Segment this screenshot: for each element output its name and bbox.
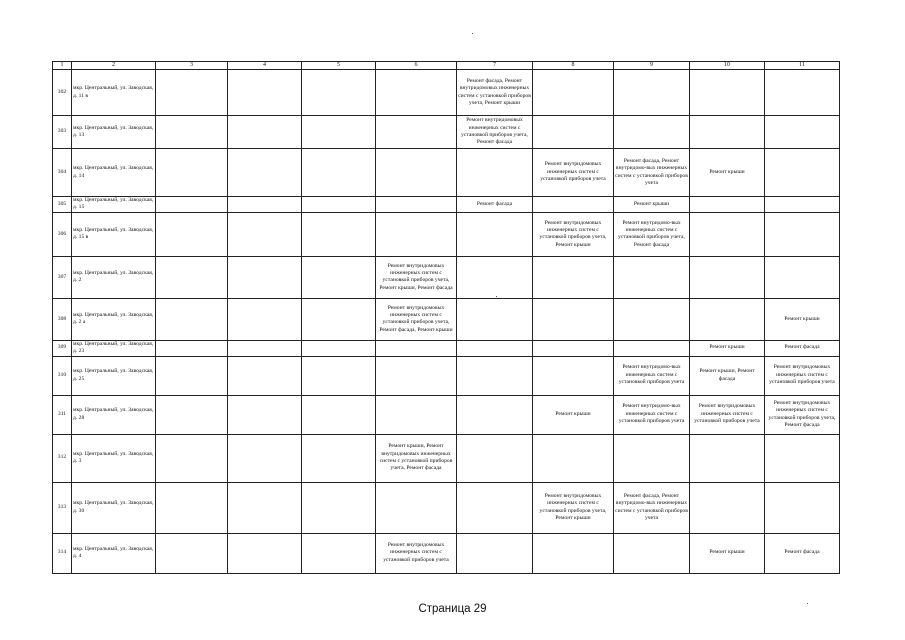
work-cell — [156, 356, 228, 395]
work-cell: Ремонт внутридомо-вых инженерных систем с установкой приборов учета, Ремонт фасада — [614, 212, 690, 256]
table-row — [53, 197, 840, 213]
work-cell: Ремонт внутридомовых инженерных систем с установкой приборов учета — [376, 533, 457, 573]
work-cell — [457, 395, 533, 434]
work-cell — [302, 197, 376, 213]
work-cell: Ремонт фасада — [765, 533, 840, 573]
work-cell — [765, 434, 840, 482]
row-number: 312 — [53, 434, 72, 482]
work-cell: Ремонт крыши — [533, 395, 614, 434]
address-cell: мкр. Центральный, ул. Заводская, д. 25 — [72, 356, 156, 395]
work-cell — [614, 70, 690, 116]
row-number: 314 — [53, 533, 72, 573]
work-cell — [156, 395, 228, 434]
work-cell — [765, 212, 840, 256]
work-cell — [302, 116, 376, 149]
column-number: 4 — [228, 62, 302, 70]
work-cell — [228, 434, 302, 482]
work-cell — [457, 482, 533, 533]
work-cell — [690, 70, 765, 116]
work-cell: Ремонт внутридомовых инженерных систем с установкой приборов учета, Ремонт крыши, Ремонт фасада — [376, 256, 457, 298]
work-cell — [690, 197, 765, 213]
work-cell — [156, 340, 228, 356]
work-cell — [376, 340, 457, 356]
address-cell: мкр. Центральный, ул. Заводская, д. 14 — [72, 149, 156, 197]
scan-speck — [496, 296, 497, 297]
work-cell — [765, 256, 840, 298]
scan-speck — [472, 33, 473, 34]
column-number: 10 — [690, 62, 765, 70]
work-cell — [376, 356, 457, 395]
table-row — [53, 298, 840, 340]
work-cell — [156, 256, 228, 298]
address-cell: мкр. Центральный, ул. Заводская, д. 23 — [72, 340, 156, 356]
address-cell: мкр. Центральный, ул. Заводская, д. 3 — [72, 434, 156, 482]
address-cell: мкр. Центральный, ул. Заводская, д. 11 в — [72, 70, 156, 116]
work-cell — [302, 340, 376, 356]
work-cell — [228, 298, 302, 340]
work-cell — [690, 212, 765, 256]
work-cell — [156, 197, 228, 213]
work-cell — [302, 70, 376, 116]
table-row — [53, 340, 840, 356]
column-number: 8 — [533, 62, 614, 70]
table-row — [53, 256, 840, 298]
work-cell — [302, 482, 376, 533]
work-cell — [533, 340, 614, 356]
work-cell — [302, 256, 376, 298]
row-number: 311 — [53, 395, 72, 434]
table-row — [53, 149, 840, 197]
work-cell — [376, 395, 457, 434]
work-cell — [457, 340, 533, 356]
work-cell: Ремонт крыши, Ремонт фасада — [690, 356, 765, 395]
scan-speck — [807, 603, 808, 604]
work-cell — [765, 116, 840, 149]
work-cell — [533, 70, 614, 116]
work-cell — [533, 434, 614, 482]
work-cell — [690, 298, 765, 340]
work-cell — [533, 116, 614, 149]
work-cell: Ремонт крыши — [690, 340, 765, 356]
address-cell: мкр. Центральный, ул. Заводская, д. 4 — [72, 533, 156, 573]
work-cell: Ремонт внутридомо-вых инженерных систем с установкой приборов учета — [614, 395, 690, 434]
work-cell — [376, 149, 457, 197]
table-row — [53, 434, 840, 482]
work-cell — [457, 356, 533, 395]
column-number: 1 — [53, 62, 72, 70]
row-number: 307 — [53, 256, 72, 298]
work-cell — [765, 149, 840, 197]
table-row — [53, 533, 840, 573]
row-number: 302 — [53, 70, 72, 116]
work-cell — [614, 340, 690, 356]
work-cell — [457, 256, 533, 298]
work-cell — [690, 116, 765, 149]
work-cell — [228, 197, 302, 213]
address-cell: мкр. Центральный, ул. Заводская, д. 2 — [72, 256, 156, 298]
work-cell — [376, 212, 457, 256]
address-cell: мкр. Центральный, ул. Заводская, д. 2 а — [72, 298, 156, 340]
work-cell — [156, 70, 228, 116]
row-number: 310 — [53, 356, 72, 395]
work-cell — [614, 533, 690, 573]
row-number: 313 — [53, 482, 72, 533]
work-cell: Ремонт внутридомовых инженерных систем с установкой приборов учета — [765, 356, 840, 395]
work-cell — [376, 70, 457, 116]
work-cell — [533, 356, 614, 395]
work-cell — [533, 298, 614, 340]
work-cell — [533, 197, 614, 213]
work-cell — [156, 116, 228, 149]
work-cell — [690, 256, 765, 298]
work-plan-table — [52, 61, 840, 574]
work-cell — [302, 149, 376, 197]
row-number: 306 — [53, 212, 72, 256]
work-cell: Ремонт внутридомовых инженерных систем с установкой приборов учета — [533, 149, 614, 197]
work-cell — [156, 482, 228, 533]
address-cell: мкр. Центральный, ул. Заводская, д. 15 — [72, 197, 156, 213]
work-cell: Ремонт внутридомо-вых инженерных систем с установкой приборов учета — [614, 356, 690, 395]
work-cell — [614, 116, 690, 149]
work-cell — [228, 116, 302, 149]
work-cell — [376, 197, 457, 213]
work-cell — [765, 482, 840, 533]
column-number: 3 — [156, 62, 228, 70]
work-cell: Ремонт крыши — [690, 149, 765, 197]
work-cell — [302, 395, 376, 434]
work-cell — [156, 533, 228, 573]
work-cell — [228, 533, 302, 573]
row-number: 303 — [53, 116, 72, 149]
work-cell — [228, 212, 302, 256]
work-cell — [457, 434, 533, 482]
row-number: 304 — [53, 149, 72, 197]
table-row — [53, 212, 840, 256]
work-cell — [228, 256, 302, 298]
work-cell — [457, 149, 533, 197]
work-cell — [376, 482, 457, 533]
column-number: 5 — [302, 62, 376, 70]
table-row — [53, 356, 840, 395]
address-cell: мкр. Центральный, ул. Заводская, д. 13 — [72, 116, 156, 149]
work-cell — [228, 149, 302, 197]
work-cell — [302, 434, 376, 482]
work-cell — [533, 533, 614, 573]
work-cell: Ремонт фасада, Ремонт внутридомо-вых инженерных систем с установкой приборов учета — [614, 482, 690, 533]
work-cell — [765, 70, 840, 116]
work-cell — [156, 149, 228, 197]
work-cell — [457, 298, 533, 340]
work-cell: Ремонт внутридомовых инженерных систем с установкой приборов учета, Ремонт крыши — [533, 212, 614, 256]
row-number: 309 — [53, 340, 72, 356]
work-cell: Ремонт крыши — [614, 197, 690, 213]
work-cell: Ремонт крыши — [690, 533, 765, 573]
work-cell: Ремонт крыши — [765, 298, 840, 340]
work-cell — [533, 256, 614, 298]
column-number: 11 — [765, 62, 840, 70]
work-cell — [690, 434, 765, 482]
address-cell: мкр. Центральный, ул. Заводская, д. 28 — [72, 395, 156, 434]
row-number: 305 — [53, 197, 72, 213]
work-cell: Ремонт внутридомовых инженерных систем с установкой приборов учета, Ремонт фасада — [457, 116, 533, 149]
column-number: 7 — [457, 62, 533, 70]
work-cell: Ремонт крыши, Ремонт внутридомовых инженерных систем с установкой приборов учета, Ремонт фасада — [376, 434, 457, 482]
table-row — [53, 482, 840, 533]
work-cell — [228, 395, 302, 434]
work-cell — [614, 256, 690, 298]
work-cell: Ремонт внутридомовых инженерных систем с установкой приборов учета, Ремонт фасада, Ремонт крыши — [376, 298, 457, 340]
address-cell: мкр. Центральный, ул. Заводская, д. 15 в — [72, 212, 156, 256]
work-cell — [765, 197, 840, 213]
column-number-row — [53, 62, 840, 70]
work-cell — [302, 356, 376, 395]
column-number: 9 — [614, 62, 690, 70]
work-cell — [228, 356, 302, 395]
work-cell — [228, 70, 302, 116]
work-cell: Ремонт фасада — [457, 197, 533, 213]
work-cell — [690, 482, 765, 533]
work-cell: Ремонт внутридомовых инженерных систем с установкой приборов учета, Ремонт фасада — [765, 395, 840, 434]
page-number: Страница 29 — [418, 603, 487, 615]
work-cell — [302, 212, 376, 256]
table-row — [53, 395, 840, 434]
column-number: 6 — [376, 62, 457, 70]
work-cell — [156, 212, 228, 256]
table-row — [53, 116, 840, 149]
work-cell — [614, 298, 690, 340]
work-cell — [457, 533, 533, 573]
work-cell — [302, 533, 376, 573]
work-cell — [228, 340, 302, 356]
work-cell: Ремонт внутридомовых инженерных систем с установкой приборов учета, Ремонт крыши — [533, 482, 614, 533]
work-cell: Ремонт фасада, Ремонт внутридомовых инженерных систем с установкой приборов учета, Ремонт крыши — [457, 70, 533, 116]
work-cell: Ремонт внутридомовых инженерных систем с установкой приборов учета — [690, 395, 765, 434]
work-cell — [376, 116, 457, 149]
table-body — [53, 62, 840, 574]
work-cell — [457, 212, 533, 256]
work-cell: Ремонт фасада — [765, 340, 840, 356]
work-cell — [156, 298, 228, 340]
work-cell — [302, 298, 376, 340]
work-cell — [228, 482, 302, 533]
column-number: 2 — [72, 62, 156, 70]
table-row — [53, 70, 840, 116]
work-cell — [156, 434, 228, 482]
work-cell — [614, 434, 690, 482]
row-number: 308 — [53, 298, 72, 340]
work-cell: Ремонт фасада, Ремонт внутридомо-вых инженерных систем с установкой приборов учета — [614, 149, 690, 197]
address-cell: мкр. Центральный, ул. Заводская, д. 30 — [72, 482, 156, 533]
